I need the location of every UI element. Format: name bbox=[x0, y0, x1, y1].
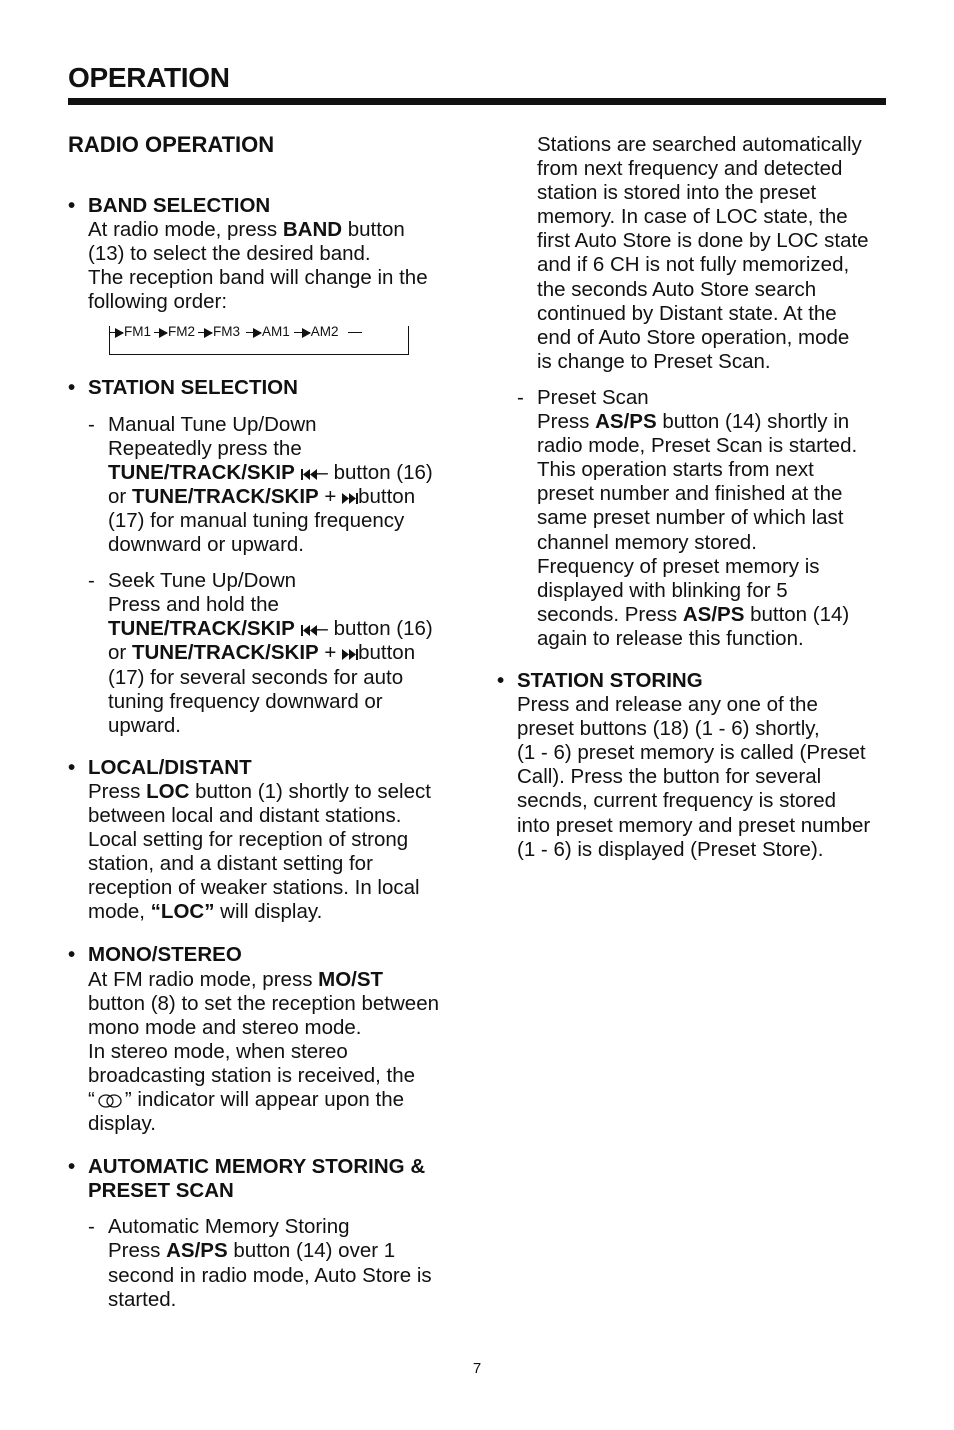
text-line: Press AS/PS button (14) over 1 bbox=[108, 1239, 396, 1263]
page-title: OPERATION bbox=[68, 62, 230, 93]
text-line: This operation starts from next bbox=[537, 458, 814, 482]
text-line: Press and release any one of the bbox=[517, 693, 818, 717]
text-line: started. bbox=[108, 1287, 177, 1311]
text-line: mode, “LOC” will display. bbox=[88, 900, 323, 924]
text-line: first Auto Store is done by LOC state bbox=[537, 229, 869, 253]
text-line: broadcasting station is received, the bbox=[88, 1063, 416, 1087]
arrow-icon bbox=[246, 332, 261, 334]
text-line: Preset Scan bbox=[537, 385, 649, 409]
text-line: Automatic Memory Storing bbox=[108, 1215, 350, 1239]
text-line: channel memory stored. bbox=[537, 530, 757, 554]
text-line: preset number and finished at the bbox=[537, 482, 843, 506]
text-line: mono mode and stereo mode. bbox=[88, 1015, 362, 1039]
item-automatic-memory-storing bbox=[68, 1155, 468, 1203]
dash: - bbox=[88, 412, 95, 436]
text-line: display. bbox=[88, 1112, 156, 1136]
text-line: At FM radio mode, press MO/ST bbox=[88, 967, 384, 991]
text-line: TUNE/TRACK/SKIP – button (16) bbox=[108, 460, 433, 484]
text-line: Repeatedly press the bbox=[108, 436, 302, 460]
stereo-indicator-icon bbox=[97, 1094, 123, 1108]
arrow-icon bbox=[110, 332, 123, 334]
item-station-selection bbox=[68, 376, 468, 400]
text-line: the seconds Auto Store search bbox=[537, 277, 817, 301]
text-line: memory. In case of LOC state, the bbox=[537, 205, 848, 229]
text-line: Seek Tune Up/Down bbox=[108, 569, 297, 593]
text-line: preset buttons (18) (1 - 6) shortly, bbox=[517, 717, 820, 741]
text-line: reception of weaker stations. In local bbox=[88, 876, 420, 900]
text-line: TUNE/TRACK/SKIP – button (16) bbox=[108, 617, 433, 641]
text-line: Frequency of preset memory is bbox=[537, 554, 820, 578]
right-column bbox=[497, 133, 897, 862]
left-column bbox=[68, 130, 468, 1312]
subitem-preset-scan bbox=[497, 386, 897, 651]
text-line: button (8) to set the reception between bbox=[88, 991, 440, 1015]
text-line: downward or upward. bbox=[108, 533, 304, 557]
subitem-manual-tune bbox=[68, 413, 468, 558]
band-label: AM2 bbox=[310, 324, 339, 340]
text-line: between local and distant stations. bbox=[88, 803, 402, 827]
dash: - bbox=[88, 569, 95, 593]
return-line bbox=[348, 332, 362, 334]
text-line: (1 - 6) is displayed (Preset Store). bbox=[517, 837, 824, 861]
text-line: seconds. Press AS/PS button (14) bbox=[537, 602, 850, 626]
text-line: end of Auto Store operation, mode bbox=[537, 325, 850, 349]
text-line: Call). Press the button for several bbox=[517, 765, 822, 789]
page-number: 7 bbox=[472, 1360, 482, 1377]
text-line: into preset memory and preset number bbox=[517, 813, 871, 837]
arrow-icon bbox=[154, 332, 167, 334]
subitem-automatic-memory-storing bbox=[68, 1215, 468, 1311]
item-title: AUTOMATIC MEMORY STORING & bbox=[88, 1155, 426, 1179]
item-title: STATION SELECTION bbox=[88, 376, 298, 400]
bullet: • bbox=[68, 943, 76, 967]
band-label: FM1 bbox=[124, 324, 151, 340]
text-line: is change to Preset Scan. bbox=[537, 349, 771, 373]
text-line: or TUNE/TRACK/SKIP + button bbox=[108, 641, 416, 665]
item-title: MONO/STEREO bbox=[88, 943, 242, 967]
text-line: or TUNE/TRACK/SKIP + button bbox=[108, 484, 416, 508]
text-line: (17) for several seconds for auto bbox=[108, 665, 404, 689]
title-rule bbox=[68, 98, 886, 105]
dash: - bbox=[517, 385, 524, 409]
text-line: The reception band will change in the bbox=[88, 266, 428, 290]
text-line: At radio mode, press BAND button bbox=[88, 218, 405, 242]
dash: - bbox=[88, 1215, 95, 1239]
band-label: FM2 bbox=[168, 324, 195, 340]
text-line: secnds, current frequency is stored bbox=[517, 789, 837, 813]
section-title-radio-operation: RADIO OPERATION bbox=[68, 132, 275, 157]
subitem-seek-tune bbox=[68, 569, 468, 738]
text-line: Press and hold the bbox=[108, 593, 279, 617]
text-line: In stereo mode, when stereo bbox=[88, 1039, 348, 1063]
text-line: displayed with blinking for 5 bbox=[537, 578, 788, 602]
bullet: • bbox=[68, 1155, 76, 1179]
skip-forward-icon bbox=[342, 649, 358, 660]
skip-back-icon bbox=[301, 625, 317, 636]
bullet: • bbox=[497, 668, 505, 692]
text-line: Press AS/PS button (14) shortly in bbox=[537, 410, 850, 434]
subitem-auto-store-continued bbox=[497, 133, 897, 374]
item-title: LOCAL/DISTANT bbox=[88, 755, 252, 779]
text-line: (17) for manual tuning frequency bbox=[108, 508, 405, 532]
text-line: radio mode, Preset Scan is started. bbox=[537, 434, 858, 458]
text-line: from next frequency and detected bbox=[537, 157, 843, 181]
text-line: continued by Distant state. At the bbox=[537, 301, 837, 325]
skip-forward-icon bbox=[342, 493, 358, 504]
text-line: Press LOC button (1) shortly to select bbox=[88, 779, 431, 803]
item-mono-stereo bbox=[68, 943, 468, 1136]
text-line: station is stored into the preset bbox=[537, 181, 817, 205]
item-title: BAND SELECTION bbox=[88, 194, 271, 217]
band-label: AM1 bbox=[262, 324, 290, 340]
text-line: following order: bbox=[88, 290, 228, 314]
text-line: upward. bbox=[108, 713, 181, 737]
band-order-row bbox=[110, 320, 362, 344]
text-line: Manual Tune Up/Down bbox=[108, 412, 317, 436]
text-line: (1 - 6) preset memory is called (Preset bbox=[517, 741, 866, 765]
text-line: “ ” indicator will appear upon the bbox=[88, 1088, 405, 1111]
item-station-storing bbox=[497, 669, 897, 862]
text-line: same preset number of which last bbox=[537, 506, 844, 530]
arrow-icon bbox=[294, 332, 310, 334]
text-line: Stations are searched automatically bbox=[537, 133, 862, 156]
text-line: and if 6 CH is not fully memorized, bbox=[537, 253, 850, 277]
bullet: • bbox=[68, 755, 76, 779]
skip-back-icon bbox=[301, 469, 317, 480]
bullet: • bbox=[68, 194, 76, 217]
text-line: second in radio mode, Auto Store is bbox=[108, 1263, 432, 1287]
band-label: FM3 bbox=[213, 324, 240, 340]
arrow-icon bbox=[198, 332, 212, 334]
item-local-distant bbox=[68, 756, 468, 925]
bullet: • bbox=[68, 376, 76, 400]
band-order-diagram bbox=[109, 326, 409, 355]
text-line: (13) to select the desired band. bbox=[88, 242, 371, 266]
text-line: tuning frequency downward or bbox=[108, 689, 383, 713]
item-band-selection bbox=[68, 194, 468, 355]
text-line: station, and a distant setting for bbox=[88, 852, 373, 876]
text-line: Local setting for reception of strong bbox=[88, 828, 409, 852]
item-title: PRESET SCAN bbox=[88, 1179, 234, 1203]
text-line: again to release this function. bbox=[537, 626, 804, 650]
item-title: STATION STORING bbox=[517, 668, 703, 692]
